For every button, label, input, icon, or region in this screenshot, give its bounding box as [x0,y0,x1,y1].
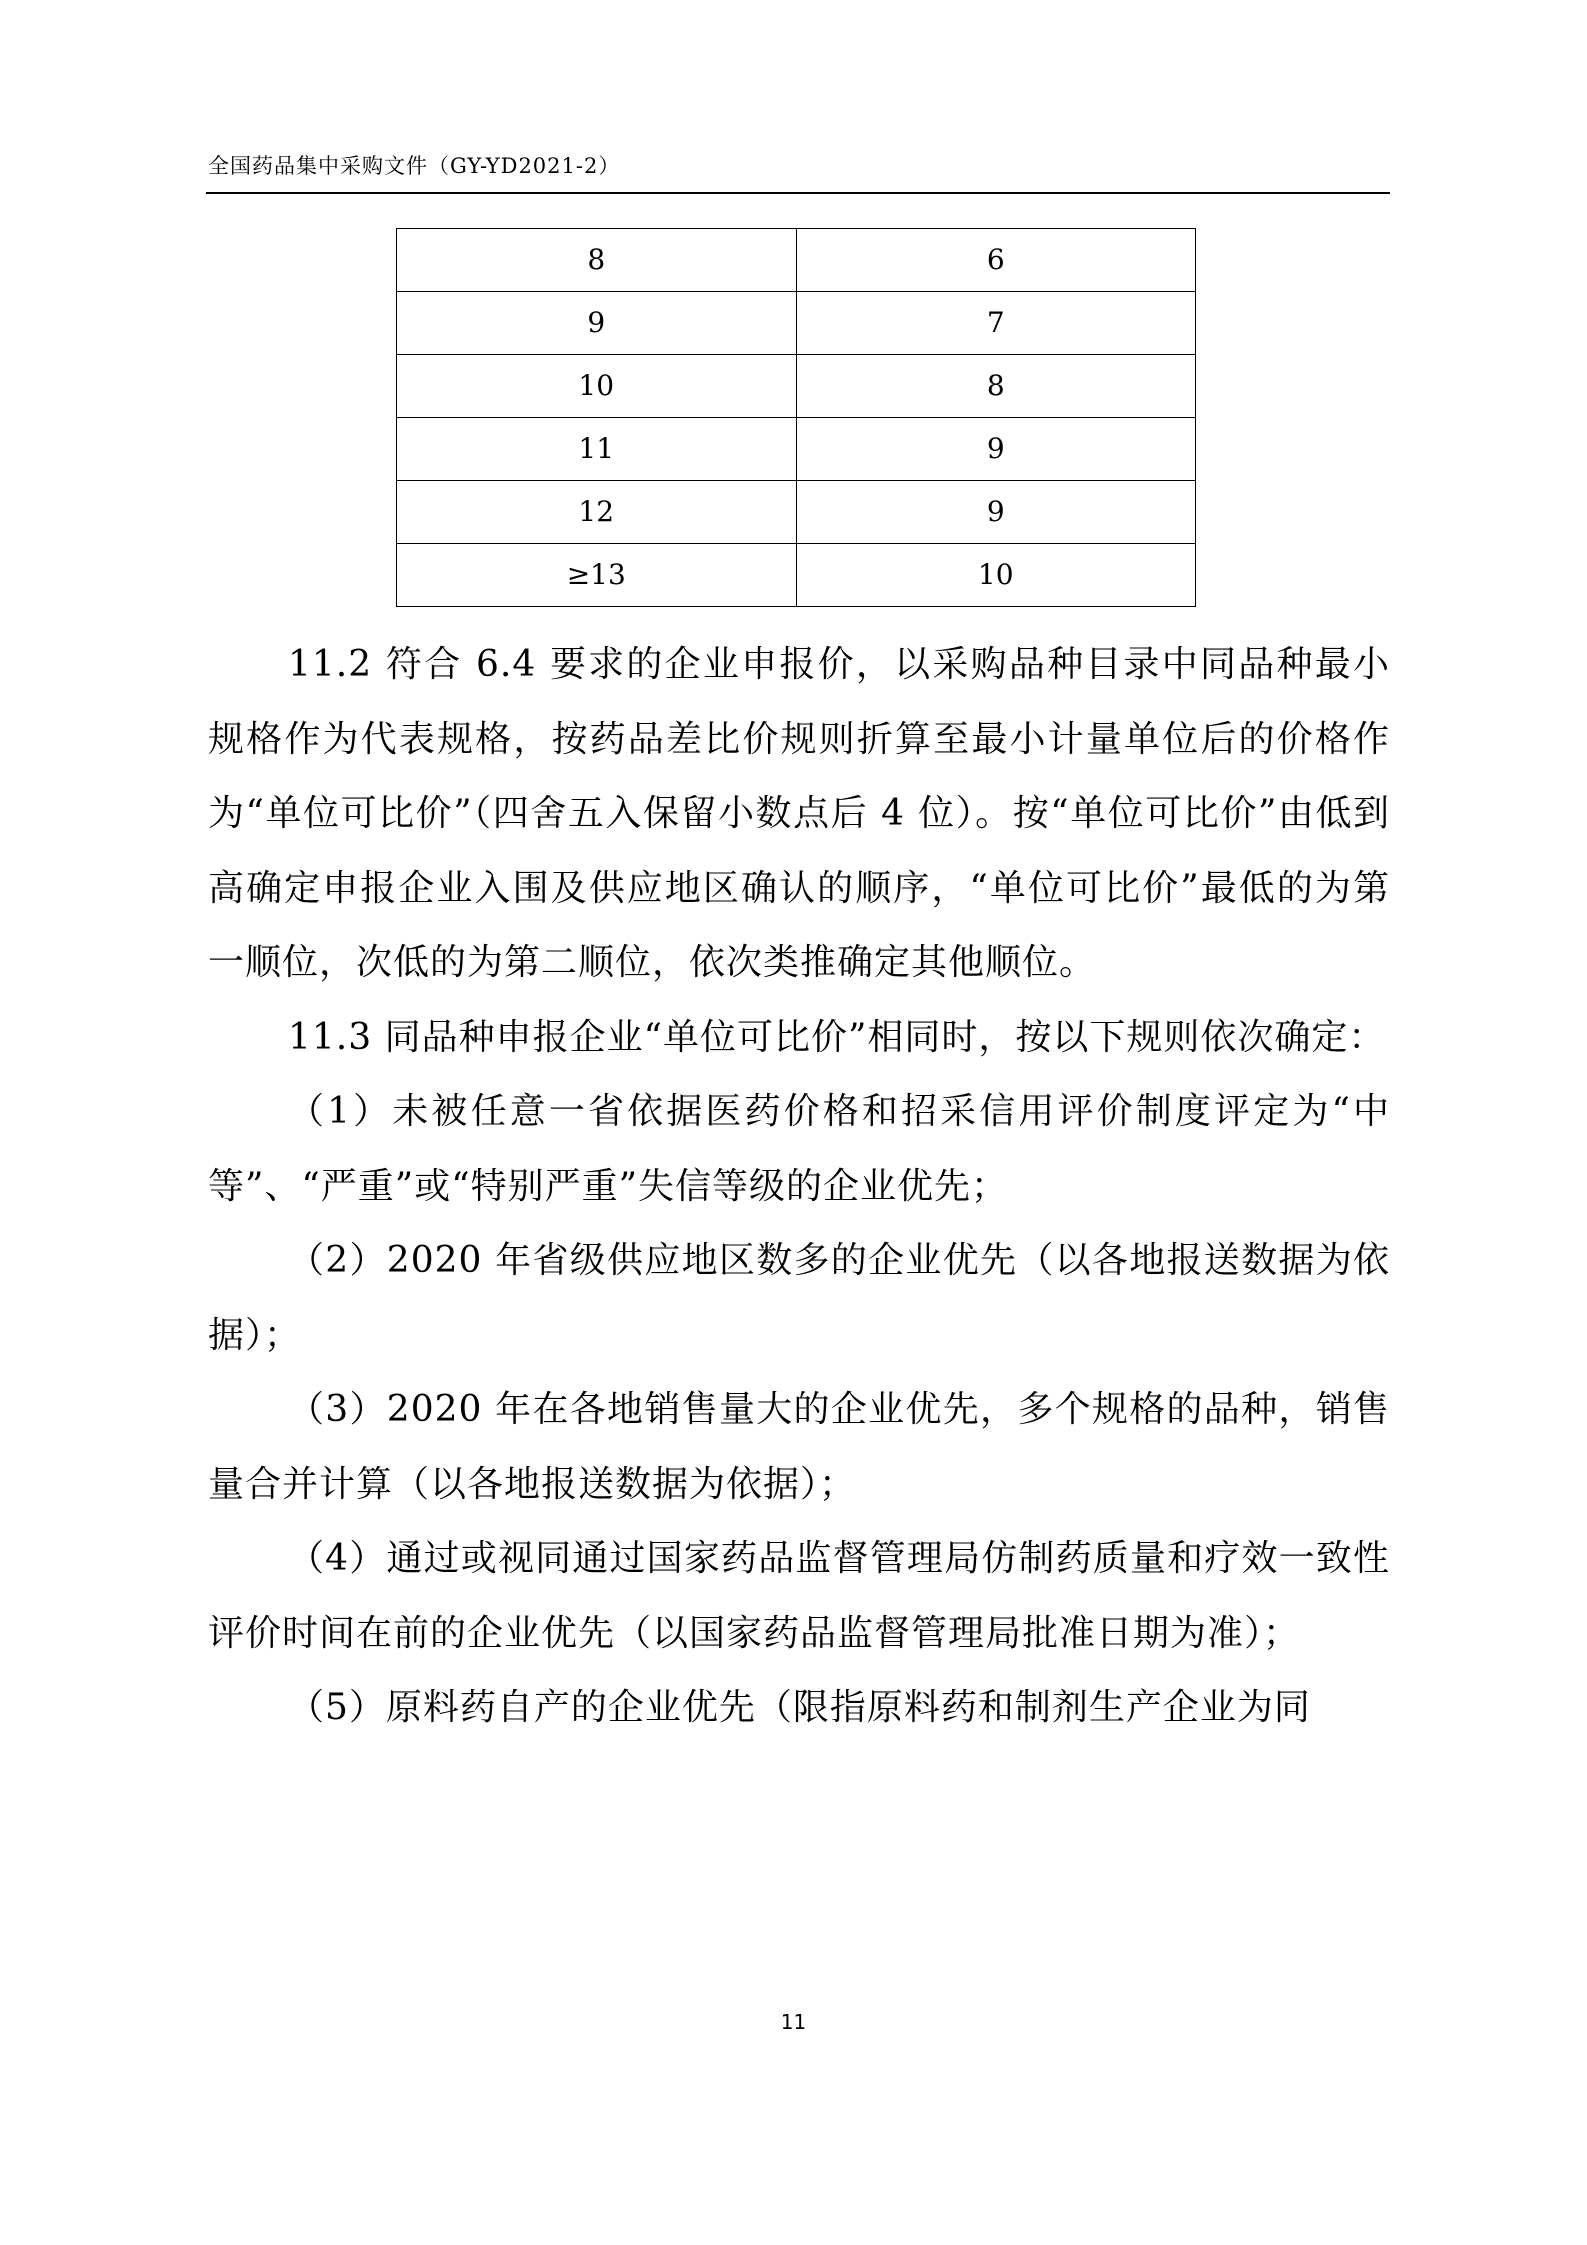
table-cell: 11 [397,418,797,481]
table-cell: 8 [796,355,1196,418]
rule-item-4: （4）通过或视同通过国家药品监督管理局仿制药质量和疗效一致性评价时间在前的企业优先（以国家药品监督管理局批准日期为准）； [208,1538,1390,1654]
document-header: 全国药品集中采购文件（GY-YD2021-2） [208,154,621,178]
rule-item-1: （1）未被任意一省依据医药价格和招采信用评价制度评定为“中等”、“严重”或“特别严重”失信等级的企业优先； [208,1091,1390,1207]
table-row [397,229,1196,292]
table-row [397,355,1196,418]
table-cell: 10 [397,355,797,418]
table-row [397,544,1196,607]
header-divider [206,192,1390,194]
body-text [208,628,1390,1746]
rule-item-2: （2）2020 年省级供应地区数多的企业优先（以各地报送数据为依据）； [208,1240,1390,1356]
table-cell: 10 [796,544,1196,607]
table-cell: 8 [397,229,797,292]
table-cell: ≥13 [397,544,797,607]
table-cell: 6 [796,229,1196,292]
table-row [397,481,1196,544]
table-cell: 9 [796,481,1196,544]
rule-item-3: （3）2020 年在各地销售量大的企业优先，多个规格的品种，销售量合并计算（以各地报送数据为依据）； [208,1389,1390,1505]
table-cell: 12 [397,481,797,544]
paragraph-11-3: 11.3 同品种申报企业“单位可比价”相同时，按以下规则依次确定： [288,1016,1386,1058]
score-table [396,228,1196,607]
table-cell: 9 [397,292,797,355]
table-row [397,292,1196,355]
rule-item-5: （5）原料药自产的企业优先（限指原料药和制剂生产企业为同 [288,1687,1311,1728]
table-cell: 7 [796,292,1196,355]
paragraph-11-2: 11.2 符合 6.4 要求的企业申报价，以采购品种目录中同品种最小规格作为代表规格，按药品差比价规则折算至最小计量单位后的价格作为“单位可比价”（四舍五入保留小数点后 4 位）。按“单位可比价”由低到高确定申报企业入围及供应地区确认的顺序，“单位可比价”最低的为第一顺位，次低的为第二顺位，依次类推确定其他顺位。 [208,644,1390,983]
table-row [397,418,1196,481]
page-number: 11 [780,2010,807,2034]
table-cell: 9 [796,418,1196,481]
